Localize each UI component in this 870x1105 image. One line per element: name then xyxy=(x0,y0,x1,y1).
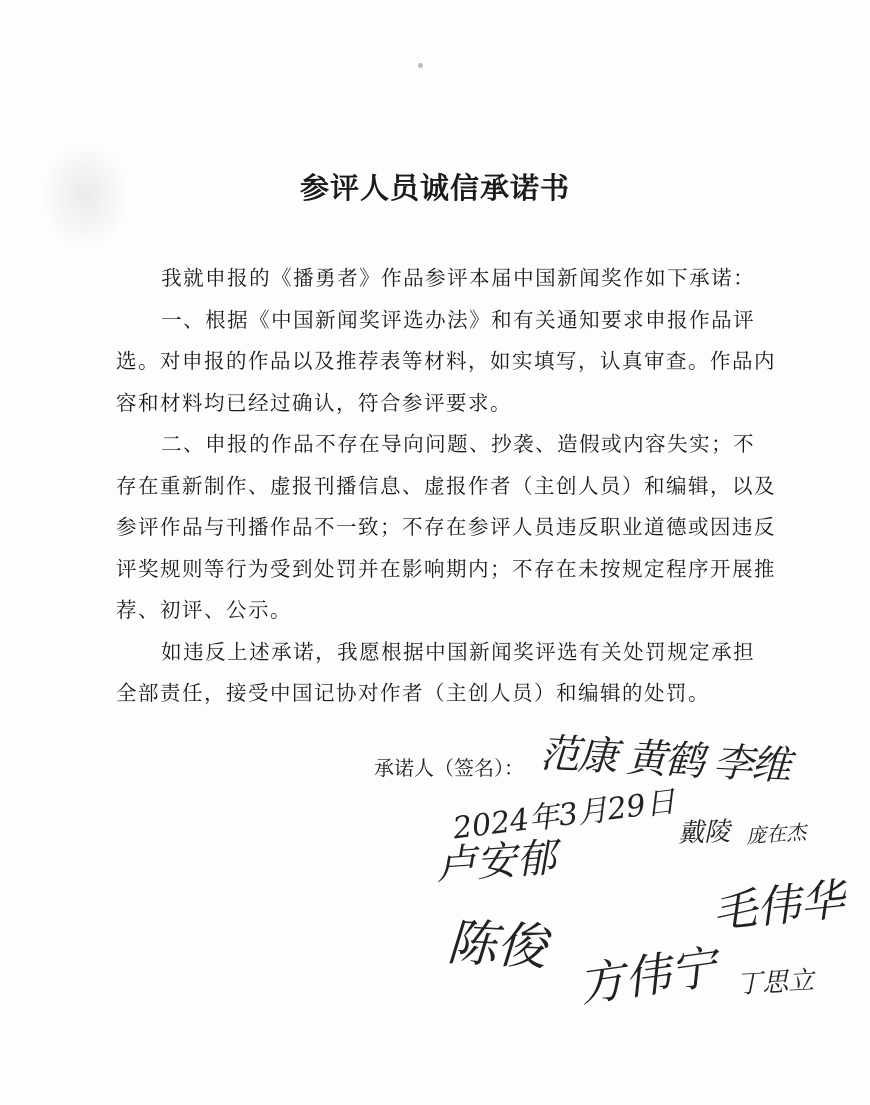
scan-speck xyxy=(418,63,423,68)
commitment-paragraph-2: 二、申报的作品不存在导向问题、抄袭、造假或内容失实；不存在重新制作、虚报刊播信息、虚报作者（主创人员）和编辑，以及参评作品与刊播作品不一致；不存在参评人员违反职业道德或因违反评奖规则等行为受到处罚并在影响期内；不存在未按规定程序开展推荐、初评、公示。 xyxy=(116,432,776,622)
signature-label: 承诺人（签名）： xyxy=(374,756,524,780)
document-body xyxy=(116,258,776,715)
handwritten-signature: 丁思立 xyxy=(735,965,815,1001)
intro-paragraph: 我就申报的《播勇者》作品参评本届中国新闻奖作如下承诺： xyxy=(161,266,756,290)
commitment-paragraph-1: 一、根据《中国新闻奖评选办法》和有关通知要求申报作品评选。对申报的作品以及推荐表等材料，如实填写，认真审查。作品内容和材料均已经过确认，符合参评要求。 xyxy=(116,307,776,415)
handwritten-signature: 卢安郁 xyxy=(434,834,558,890)
handwritten-signature: 戴陵 xyxy=(677,817,731,849)
handwritten-signature: 方伟宁 xyxy=(575,939,720,1013)
liability-paragraph: 如违反上述承诺，我愿根据中国新闻奖评选有关处罚规定承担全部责任，接受中国记协对作者（主创人员）和编辑的处罚。 xyxy=(116,639,756,705)
handwritten-signature: 庞在杰 xyxy=(745,819,807,849)
handwritten-signature: 毛伟华 xyxy=(710,874,847,939)
handwritten-signature: 陈俊 xyxy=(445,913,549,977)
handwritten-signatures-line1: 范康 黄鹤 李维 xyxy=(538,730,791,790)
document-title: 参评人员诚信承诺书 xyxy=(299,171,570,205)
handwritten-date: 2024年3月29日 xyxy=(451,784,678,847)
